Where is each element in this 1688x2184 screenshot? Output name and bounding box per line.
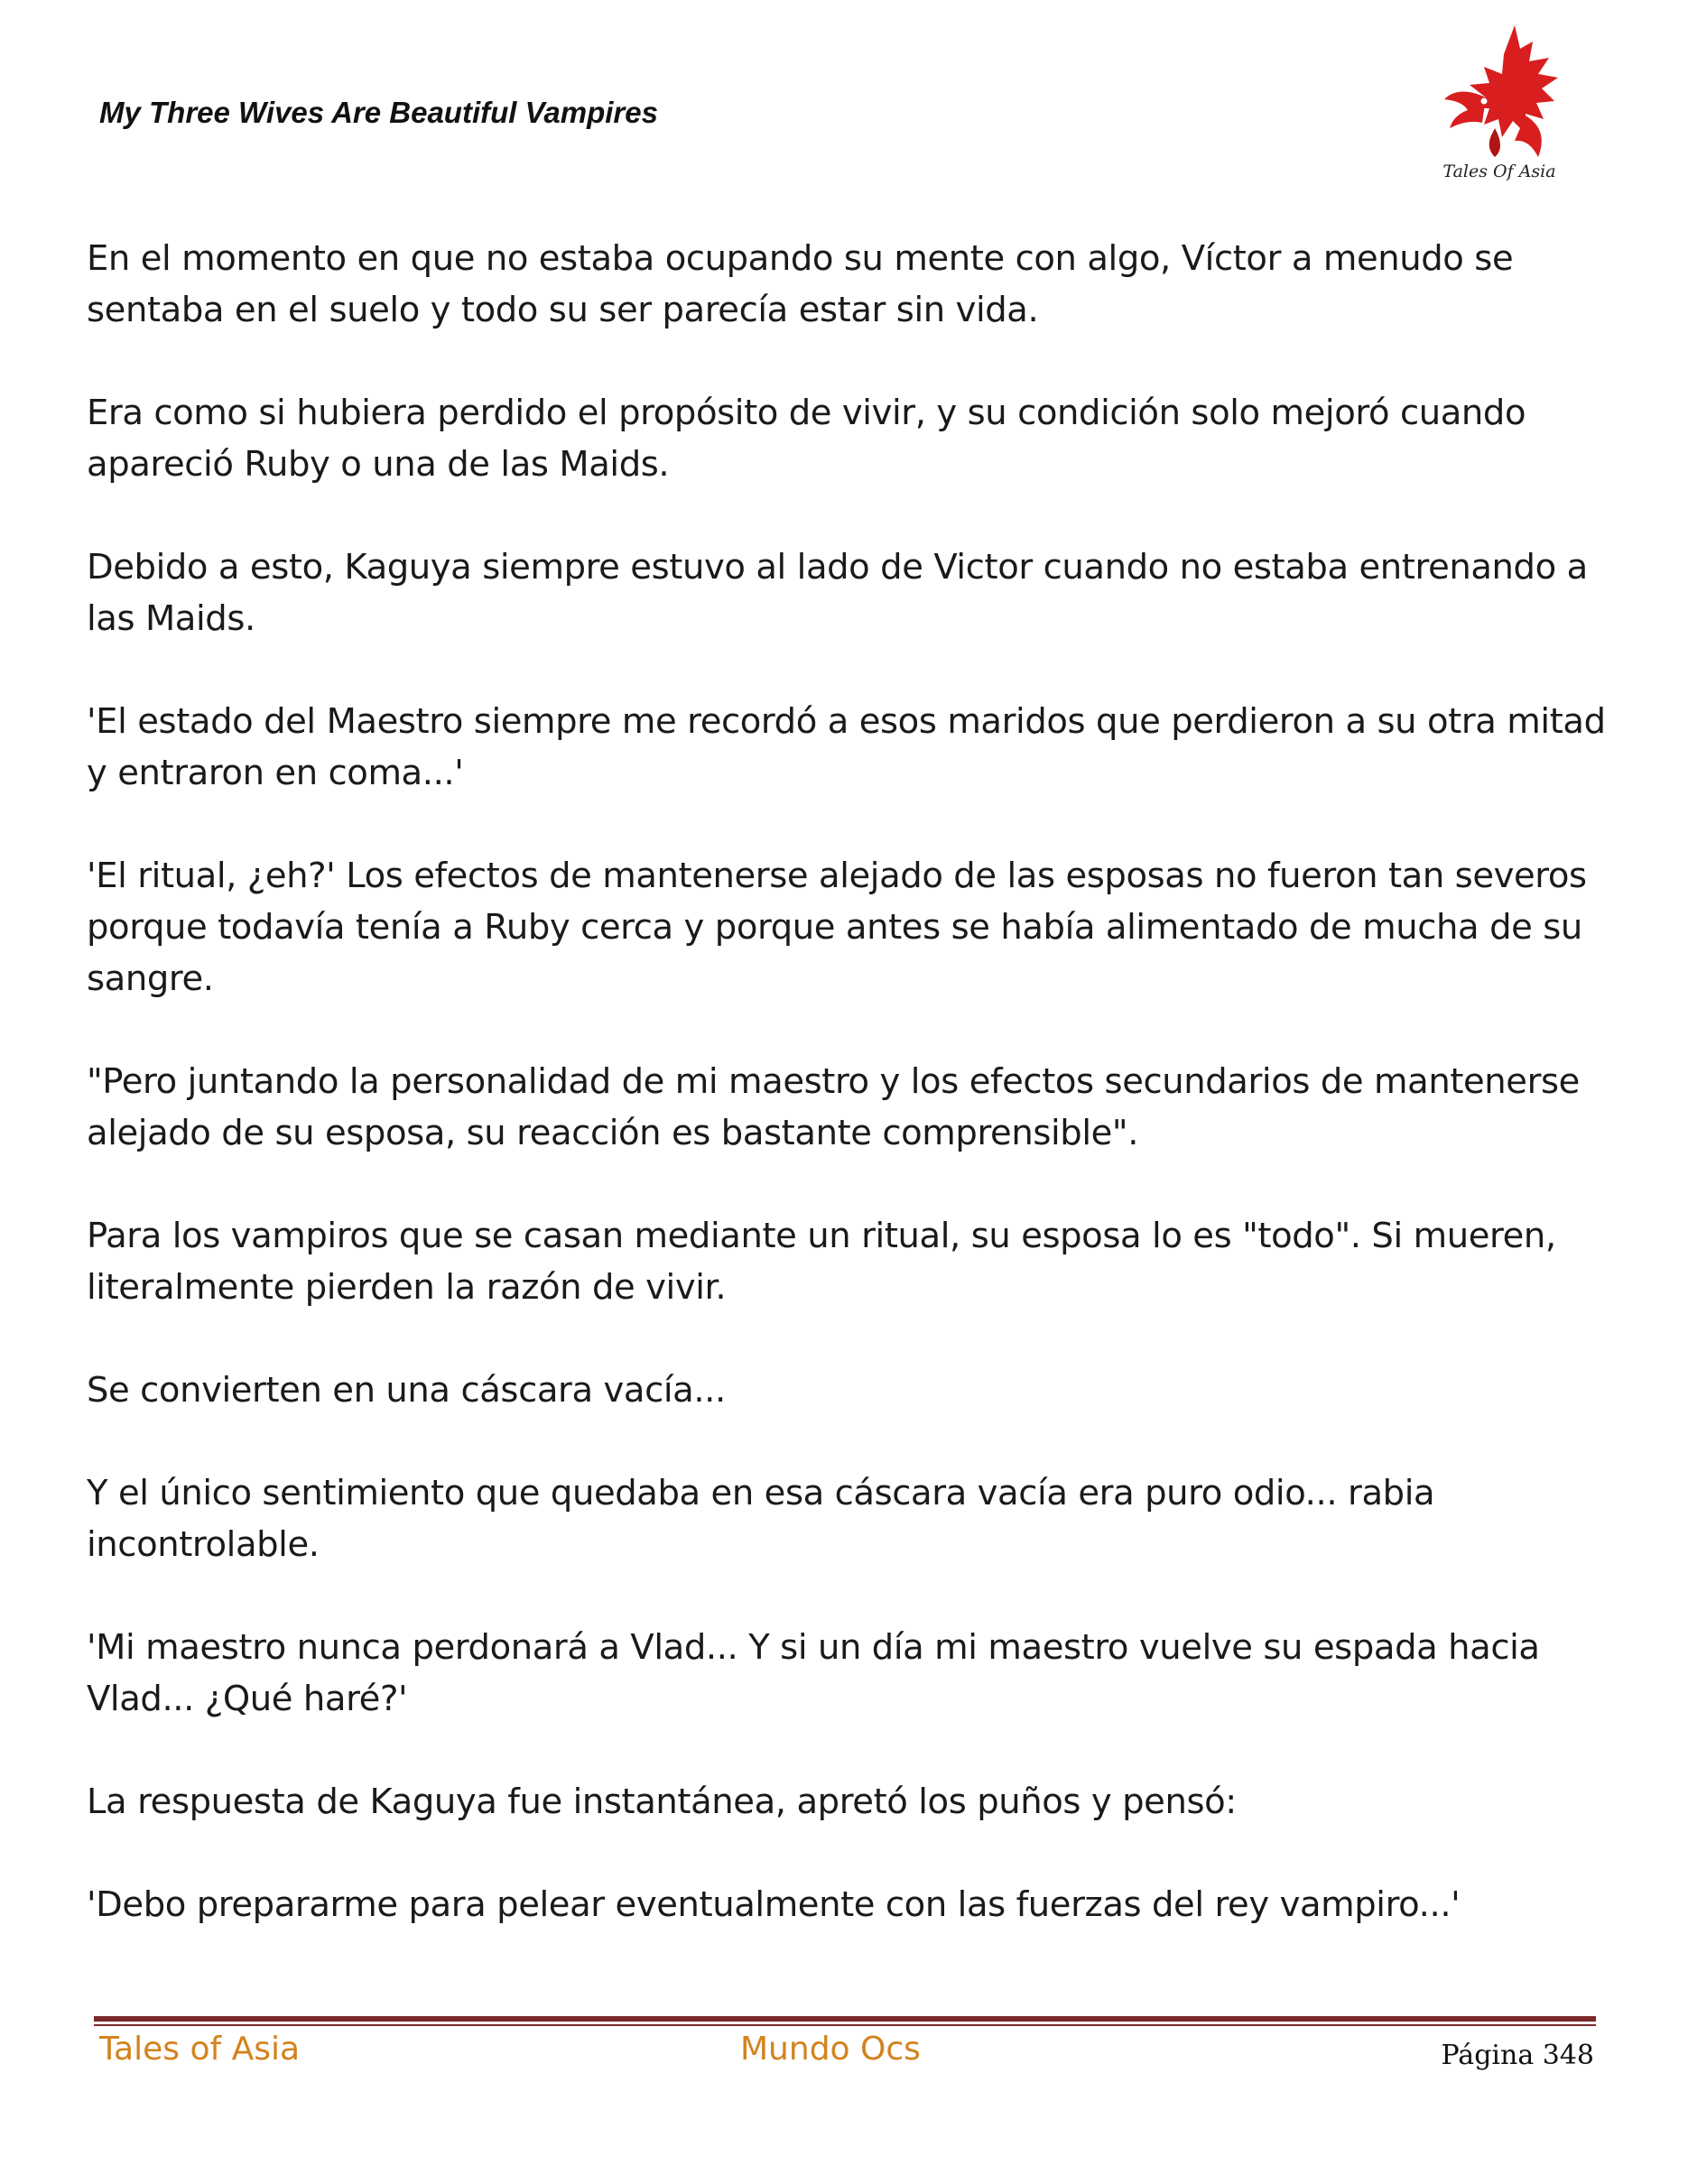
paragraph: 'El ritual, ¿eh?' Los efectos de mantenerse alejado de las esposas no fueron tan severos porque todavía tenía a Ruby cerca y porque antes se había alimentado de mucha de su sangre. xyxy=(87,856,1587,999)
paragraph: 'Debo prepararme para pelear eventualmente con las fuerzas del rey vampiro...' xyxy=(87,1884,1461,1925)
footer-group-name: Mundo Ocs xyxy=(740,2031,921,2068)
paragraph: 'Mi maestro nunca perdonará a Vlad... Y si un día mi maestro vuelve su espada hacia Vlad... ¿Qué haré?' xyxy=(87,1627,1540,1719)
paragraph: La respuesta de Kaguya fue instantánea, apretó los puños y pensó: xyxy=(87,1781,1237,1822)
footer-divider-thin xyxy=(94,2024,1596,2026)
paragraph: En el momento en que no estaba ocupando su mente con algo, Víctor a menudo se sentaba en el suelo y todo su ser parecía estar sin vida. xyxy=(87,238,1514,330)
paragraph: Debido a esto, Kaguya siempre estuvo al lado de Victor cuando no estaba entrenando a las Maids. xyxy=(87,547,1588,639)
paragraph: Para los vampiros que se casan mediante un ritual, su esposa lo es "todo". Si mueren, literalmente pierden la razón de vivir. xyxy=(87,1216,1556,1308)
footer-site-name: Tales of Asia xyxy=(99,2031,301,2068)
book-title: My Three Wives Are Beautiful Vampires xyxy=(99,96,658,129)
page-number: Página 348 xyxy=(1441,2040,1594,2071)
footer-divider xyxy=(94,2016,1596,2022)
paragraph: 'El estado del Maestro siempre me recordó a esos maridos que perdieron a su otra mitad y entraron en coma...' xyxy=(87,701,1606,793)
dragon-icon xyxy=(1432,22,1567,182)
paragraph: Se convierten en una cáscara vacía... xyxy=(87,1370,726,1411)
paragraph: Era como si hubiera perdido el propósito de vivir, y su condición solo mejoró cuando apareció Ruby o una de las Maids. xyxy=(87,393,1526,485)
paragraph: Y el único sentimiento que quedaba en esa cáscara vacía era puro odio... rabia incontrolable. xyxy=(87,1473,1435,1565)
paragraph: "Pero juntando la personalidad de mi maestro y los efectos secundarios de mantenerse alejado de su esposa, su reacción es bastante comprensible". xyxy=(87,1061,1580,1153)
logo-text: Tales Of Asia xyxy=(1442,162,1556,181)
chapter-body xyxy=(87,233,1621,1982)
tales-of-asia-logo xyxy=(1432,22,1567,182)
